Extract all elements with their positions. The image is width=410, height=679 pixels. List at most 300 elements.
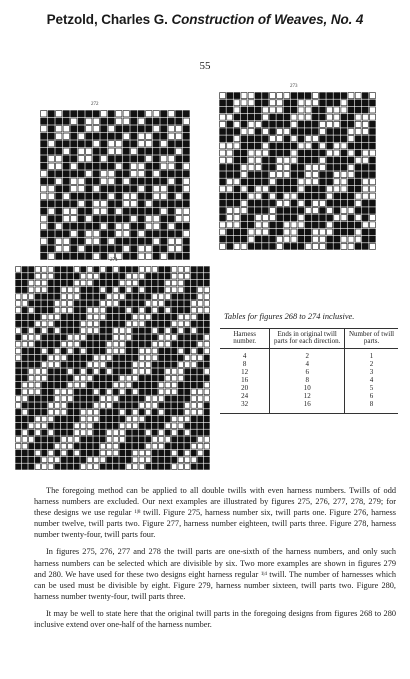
weave-cell (341, 200, 347, 206)
weave-cell (172, 314, 177, 320)
weave-cell (133, 369, 138, 375)
weave-cell (227, 93, 233, 99)
weave-cell (369, 208, 375, 214)
weave-cell (185, 409, 190, 415)
weave-cell (22, 375, 27, 381)
weave-cell (152, 369, 157, 375)
weave-cell (168, 238, 174, 244)
weave-cell (16, 423, 21, 429)
weave-cell (107, 335, 112, 341)
weave-cell (68, 314, 73, 320)
weave-cell (362, 150, 368, 156)
weave-cell (262, 136, 268, 142)
weave-cell (146, 246, 152, 252)
weave-cell (153, 111, 159, 117)
weave-cell (81, 409, 86, 415)
weave-cell (168, 141, 174, 147)
weave-cell (86, 148, 92, 154)
weave-cell (63, 223, 69, 229)
weave-cell (204, 301, 209, 307)
weave-cell (248, 129, 254, 135)
weave-cell (100, 348, 105, 354)
weave-cell (161, 238, 167, 244)
weave-cell (291, 236, 297, 242)
weave-cell (248, 208, 254, 214)
weave-cell (172, 273, 177, 279)
weave-cell (178, 403, 183, 409)
weave-cell (131, 193, 137, 199)
weave-cell (120, 307, 125, 313)
weave-cell (133, 355, 138, 361)
weave-cell (113, 423, 118, 429)
weave-cell (248, 236, 254, 242)
weave-cell (204, 464, 209, 470)
weave-cell (178, 307, 183, 313)
weave-cell (29, 328, 34, 334)
weave-cell (55, 464, 60, 470)
weave-cell (204, 280, 209, 286)
weave-cell (55, 409, 60, 415)
weave-cell (348, 114, 354, 120)
weave-cell (56, 156, 62, 162)
weave-cell (165, 416, 170, 422)
weave-cell (131, 141, 137, 147)
weave-cell (22, 457, 27, 463)
weave-cell (71, 238, 77, 244)
weave-cell (22, 423, 27, 429)
weave-cell (86, 126, 92, 132)
weave-cell (29, 389, 34, 395)
weave-cell (284, 222, 290, 228)
weave-cell (334, 114, 340, 120)
weave-cell (87, 348, 92, 354)
weave-cell (94, 280, 99, 286)
weave-cell (255, 164, 261, 170)
weave-cell (185, 280, 190, 286)
weave-cell (220, 150, 226, 156)
weave-cell (191, 348, 196, 354)
weave-cell (126, 307, 131, 313)
weave-cell (185, 355, 190, 361)
weave-cell (56, 178, 62, 184)
weave-cell (139, 375, 144, 381)
weave-cell (198, 430, 203, 436)
weave-cell (107, 328, 112, 334)
weave-cell (327, 222, 333, 228)
weave-cell (191, 294, 196, 300)
weave-cell (133, 450, 138, 456)
weave-cell (71, 223, 77, 229)
weave-cell (291, 150, 297, 156)
weave-cell (133, 335, 138, 341)
weave-cell (165, 450, 170, 456)
weave-cell (305, 222, 311, 228)
weave-cell (55, 362, 60, 368)
weave-cell (107, 287, 112, 293)
weave-cell (277, 143, 283, 149)
weave-cell (81, 423, 86, 429)
weave-cell (35, 362, 40, 368)
weave-cell (241, 121, 247, 127)
weave-cell (126, 294, 131, 300)
weave-cell (113, 450, 118, 456)
weave-cell (93, 156, 99, 162)
weave-cell (123, 141, 129, 147)
weave-cell (312, 121, 318, 127)
weave-cell (284, 215, 290, 221)
table-title: Tables for figures 268 to 274 inclusive. (224, 312, 355, 321)
weave-cell (277, 164, 283, 170)
weave-cell (191, 437, 196, 443)
weave-cell (113, 430, 118, 436)
weave-cell (152, 273, 157, 279)
weave-cell (172, 437, 177, 443)
weave-cell (68, 362, 73, 368)
weave-cell (270, 215, 276, 221)
weave-cell (108, 156, 114, 162)
weave-cell (191, 328, 196, 334)
weave-cell (55, 321, 60, 327)
weave-cell (320, 93, 326, 99)
weave-cell (35, 348, 40, 354)
weave-cell (369, 229, 375, 235)
weave-cell (94, 443, 99, 449)
weave-cell (152, 443, 157, 449)
weave-cell (168, 193, 174, 199)
weave-cell (153, 193, 159, 199)
weave-cell (139, 423, 144, 429)
weave-cell (241, 222, 247, 228)
weave-cell (159, 362, 164, 368)
weave-cell (334, 200, 340, 206)
weave-cell (168, 208, 174, 214)
weave-cell (176, 126, 182, 132)
weave-cell (29, 335, 34, 341)
weave-cell (139, 307, 144, 313)
weave-cell (61, 294, 66, 300)
weave-cell (234, 229, 240, 235)
weave-cell (56, 163, 62, 169)
weave-cell (100, 443, 105, 449)
weave-cell (113, 294, 118, 300)
weave-cell (255, 172, 261, 178)
weave-cell (220, 129, 226, 135)
weave-cell (312, 193, 318, 199)
weave-cell (61, 409, 66, 415)
weave-cell (320, 121, 326, 127)
weave-cell (204, 369, 209, 375)
weave-cell (35, 389, 40, 395)
weave-cell (146, 253, 152, 259)
weave-cell (29, 443, 34, 449)
weave-cell (327, 150, 333, 156)
weave-cell (108, 118, 114, 124)
weave-cell (56, 231, 62, 237)
weave-cell (138, 186, 144, 192)
weave-cell (362, 200, 368, 206)
weave-cell (183, 253, 189, 259)
weave-cell (270, 243, 276, 249)
weave-cell (152, 464, 157, 470)
weave-cell (234, 129, 240, 135)
weave-cell (113, 403, 118, 409)
weave-cell (270, 200, 276, 206)
weave-cell (48, 208, 54, 214)
weave-cell (42, 307, 47, 313)
weave-cell (93, 231, 99, 237)
weave-cell (185, 464, 190, 470)
weave-cell (71, 253, 77, 259)
weave-cell (56, 148, 62, 154)
weave-cell (87, 464, 92, 470)
weave-cell (362, 129, 368, 135)
weave-cell (191, 267, 196, 273)
weave-cell (55, 267, 60, 273)
weave-cell (107, 294, 112, 300)
weave-cell (334, 121, 340, 127)
weave-cell (120, 287, 125, 293)
weave-cell (305, 100, 311, 106)
weave-cell (183, 178, 189, 184)
weave-cell (16, 267, 21, 273)
weave-cell (298, 143, 304, 149)
weave-cell (312, 114, 318, 120)
weave-cell (22, 348, 27, 354)
weave-cell (165, 301, 170, 307)
weave-cell (369, 172, 375, 178)
weave-cell (68, 430, 73, 436)
weave-cell (270, 172, 276, 178)
weave-cell (113, 341, 118, 347)
weave-cell (94, 348, 99, 354)
weave-cell (362, 121, 368, 127)
weave-cell (327, 157, 333, 163)
weave-cell (116, 208, 122, 214)
weave-cell (159, 348, 164, 354)
weave-cell (71, 178, 77, 184)
weave-cell (241, 179, 247, 185)
weave-cell (100, 416, 105, 422)
weave-cell (362, 179, 368, 185)
weave-cell (86, 163, 92, 169)
weave-cell (100, 362, 105, 368)
weave-cell (87, 301, 92, 307)
weave-cell (191, 301, 196, 307)
weave-cell (204, 273, 209, 279)
weave-cell (241, 136, 247, 142)
weave-cell (68, 416, 73, 422)
weave-cell (146, 443, 151, 449)
weave-cell (220, 222, 226, 228)
weave-cell (120, 314, 125, 320)
weave-cell (56, 216, 62, 222)
weave-cell (63, 163, 69, 169)
weave-cell (16, 314, 21, 320)
weave-cell (48, 375, 53, 381)
weave-cell (176, 171, 182, 177)
weave-cell (178, 273, 183, 279)
weave-cell (277, 200, 283, 206)
weave-cell (146, 409, 151, 415)
weave-cell (48, 348, 53, 354)
weave-cell (48, 186, 54, 192)
weave-cell (48, 148, 54, 154)
weave-cell (74, 273, 79, 279)
weave-cell (133, 362, 138, 368)
weave-cell (22, 328, 27, 334)
weave-cell (227, 215, 233, 221)
weave-cell (56, 208, 62, 214)
weave-cell (81, 307, 86, 313)
weave-cell (277, 93, 283, 99)
weave-cell (369, 114, 375, 120)
weave-cell (248, 229, 254, 235)
weave-cell (29, 341, 34, 347)
weave-cell (369, 215, 375, 221)
weave-cell (161, 111, 167, 117)
weave-cell (183, 156, 189, 162)
weave-cell (220, 179, 226, 185)
weave-cell (101, 163, 107, 169)
weave-cell (241, 157, 247, 163)
weave-cell (362, 107, 368, 113)
weave-cell (48, 216, 54, 222)
weave-cell (255, 193, 261, 199)
weave-cell (284, 229, 290, 235)
weave-cell (55, 416, 60, 422)
weave-cell (172, 382, 177, 388)
weave-cell (55, 328, 60, 334)
weave-cell (327, 121, 333, 127)
weave-cell (348, 150, 354, 156)
weave-cell (48, 457, 53, 463)
weave-cell (48, 362, 53, 368)
weave-cell (113, 382, 118, 388)
weave-cell (126, 348, 131, 354)
weave-cell (100, 409, 105, 415)
weave-cell (334, 136, 340, 142)
weave-cell (172, 301, 177, 307)
weave-cell (284, 186, 290, 192)
weave-cell (191, 375, 196, 381)
weave-cell (191, 382, 196, 388)
weave-cell (277, 236, 283, 242)
weave-cell (355, 143, 361, 149)
weave-cell (241, 236, 247, 242)
weave-cell (159, 287, 164, 293)
weave-cell (185, 450, 190, 456)
weave-cell (68, 396, 73, 402)
weave-cell (146, 156, 152, 162)
weave-cell (78, 111, 84, 117)
weave-cell (198, 348, 203, 354)
weave-cell (185, 437, 190, 443)
weave-cell (139, 328, 144, 334)
weave-cell (161, 186, 167, 192)
weave-cell (56, 186, 62, 192)
weave-cell (161, 193, 167, 199)
weave-cell (270, 129, 276, 135)
weave-cell (178, 348, 183, 354)
weave-cell (35, 423, 40, 429)
weave-cell (262, 193, 268, 199)
weave-cell (248, 121, 254, 127)
weave-cell (48, 111, 54, 117)
weave-cell (86, 223, 92, 229)
weave-cell (126, 396, 131, 402)
weave-cell (248, 100, 254, 106)
weave-cell (198, 457, 203, 463)
weave-cell (284, 243, 290, 249)
weave-cell (191, 430, 196, 436)
weave-cell (133, 443, 138, 449)
weave-cell (35, 450, 40, 456)
weave-cell (78, 223, 84, 229)
weave-cell (277, 150, 283, 156)
weave-cell (107, 341, 112, 347)
weave-cell (86, 231, 92, 237)
weave-cell (138, 141, 144, 147)
weave-cell (63, 231, 69, 237)
weave-cell (68, 437, 73, 443)
weave-cell (185, 369, 190, 375)
weave-cell (41, 193, 47, 199)
weave-cell (277, 208, 283, 214)
figure-274-label: 274 (110, 258, 118, 263)
weave-cell (133, 314, 138, 320)
weave-cell (198, 335, 203, 341)
weave-cell (165, 287, 170, 293)
weave-cell (48, 389, 53, 395)
weave-cell (56, 246, 62, 252)
weave-cell (74, 307, 79, 313)
weave-cell (270, 222, 276, 228)
weave-cell (71, 156, 77, 162)
weave-cell (139, 314, 144, 320)
weave-cell (341, 121, 347, 127)
weave-cell (159, 341, 164, 347)
weave-cell (41, 156, 47, 162)
weave-cell (172, 335, 177, 341)
weave-cell (291, 107, 297, 113)
weave-cell (22, 396, 27, 402)
weave-cell (320, 208, 326, 214)
weave-cell (369, 93, 375, 99)
weave-cell (86, 111, 92, 117)
weave-cell (22, 335, 27, 341)
weave-cell (161, 253, 167, 259)
weave-cell (81, 355, 86, 361)
weave-cell (16, 294, 21, 300)
weave-cell (327, 172, 333, 178)
weave-cell (270, 143, 276, 149)
weave-cell (152, 362, 157, 368)
weave-cell (165, 273, 170, 279)
weave-cell (22, 294, 27, 300)
weave-cell (362, 186, 368, 192)
running-header (0, 12, 410, 27)
paragraph-2 (34, 546, 396, 601)
weave-cell (68, 464, 73, 470)
weave-cell (369, 107, 375, 113)
weave-cell (61, 450, 66, 456)
weave-cell (78, 171, 84, 177)
weave-cell (120, 273, 125, 279)
weave-cell (284, 236, 290, 242)
weave-cell (255, 215, 261, 221)
weave-cell (185, 416, 190, 422)
weave-cell (341, 193, 347, 199)
